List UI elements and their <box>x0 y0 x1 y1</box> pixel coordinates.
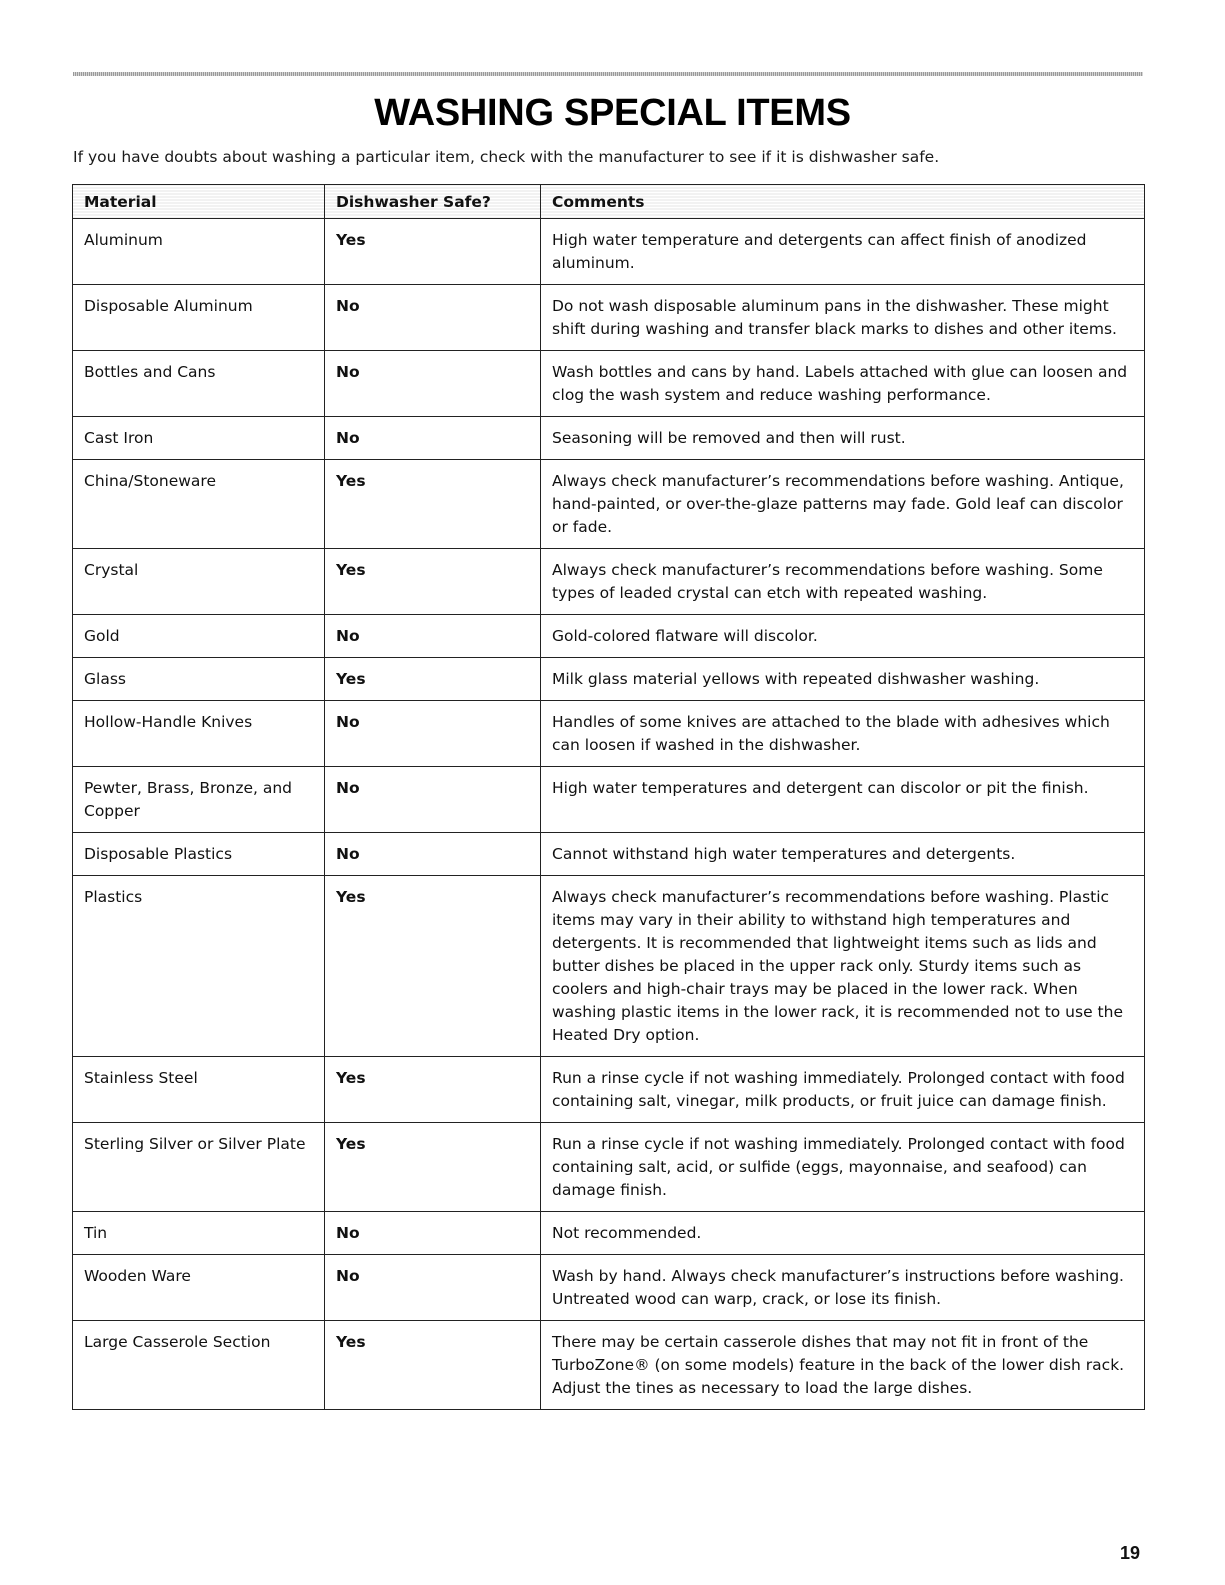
table-row <box>73 219 1145 285</box>
dishwasher-safe-cell: No <box>325 833 541 876</box>
material-cell: Stainless Steel <box>73 1057 325 1123</box>
dishwasher-safe-cell: Yes <box>325 1057 541 1123</box>
table-row <box>73 1255 1145 1321</box>
dishwasher-safe-cell: Yes <box>325 876 541 1057</box>
comment-cell: Cannot withstand high water temperatures and detergents. <box>541 833 1145 876</box>
comment-cell: High water temperature and detergents can affect finish of anodized aluminum. <box>541 219 1145 285</box>
material-cell: Hollow-Handle Knives <box>73 701 325 767</box>
table-row <box>73 876 1145 1057</box>
material-cell: China/Stoneware <box>73 460 325 549</box>
dishwasher-safe-cell: No <box>325 1255 541 1321</box>
table-row <box>73 549 1145 615</box>
comment-cell: Run a rinse cycle if not washing immediately. Prolonged contact with food containing salt, acid, or sulfide (eggs, mayonnaise, and seafood) can damage finish. <box>541 1123 1145 1212</box>
comment-cell: Handles of some knives are attached to the blade with adhesives which can loosen if washed in the dishwasher. <box>541 701 1145 767</box>
dishwasher-safe-cell: No <box>325 285 541 351</box>
header-dishwasher-safe: Dishwasher Safe? <box>325 185 541 219</box>
table-row <box>73 285 1145 351</box>
material-cell: Sterling Silver or Silver Plate <box>73 1123 325 1212</box>
comment-cell: Seasoning will be removed and then will rust. <box>541 417 1145 460</box>
comment-cell: Always check manufacturer’s recommendations before washing. Some types of leaded crystal can etch with repeated washing. <box>541 549 1145 615</box>
material-cell: Plastics <box>73 876 325 1057</box>
page-number: 19 <box>1120 1543 1141 1563</box>
table-row <box>73 351 1145 417</box>
dishwasher-safe-cell: Yes <box>325 219 541 285</box>
special-items-table <box>72 184 1145 1410</box>
dishwasher-safe-cell: No <box>325 351 541 417</box>
table-row <box>73 1057 1145 1123</box>
comment-cell: Milk glass material yellows with repeated dishwasher washing. <box>541 658 1145 701</box>
table-row <box>73 1321 1145 1410</box>
material-cell: Pewter, Brass, Bronze, and Copper <box>73 767 325 833</box>
comment-cell: Wash bottles and cans by hand. Labels attached with glue can loosen and clog the wash system and reduce washing performance. <box>541 351 1145 417</box>
comment-cell: High water temperatures and detergent can discolor or pit the finish. <box>541 767 1145 833</box>
header-comments: Comments <box>541 185 1145 219</box>
material-cell: Tin <box>73 1212 325 1255</box>
material-cell: Crystal <box>73 549 325 615</box>
material-cell: Large Casserole Section <box>73 1321 325 1410</box>
dishwasher-safe-cell: Yes <box>325 549 541 615</box>
material-cell: Disposable Aluminum <box>73 285 325 351</box>
dishwasher-safe-cell: No <box>325 417 541 460</box>
dishwasher-safe-cell: Yes <box>325 460 541 549</box>
table-row <box>73 417 1145 460</box>
table-row <box>73 615 1145 658</box>
top-rule <box>73 72 1143 76</box>
dishwasher-safe-cell: No <box>325 1212 541 1255</box>
table-row <box>73 833 1145 876</box>
comment-cell: Gold-colored flatware will discolor. <box>541 615 1145 658</box>
header-material: Material <box>73 185 325 219</box>
comment-cell: Run a rinse cycle if not washing immediately. Prolonged contact with food containing salt, vinegar, milk products, or fruit juice can damage finish. <box>541 1057 1145 1123</box>
table-row <box>73 1212 1145 1255</box>
dishwasher-safe-cell: No <box>325 615 541 658</box>
table-row <box>73 1123 1145 1212</box>
material-cell: Disposable Plastics <box>73 833 325 876</box>
dishwasher-safe-cell: No <box>325 767 541 833</box>
material-cell: Glass <box>73 658 325 701</box>
page-title: WASHING SPECIAL ITEMS <box>374 92 851 134</box>
comment-cell: There may be certain casserole dishes that may not fit in front of the TurboZone® (on some models) feature in the back of the lower dish rack. Adjust the tines as necessary to load the large dishes. <box>541 1321 1145 1410</box>
comment-cell: Not recommended. <box>541 1212 1145 1255</box>
dishwasher-safe-cell: No <box>325 701 541 767</box>
comment-cell: Always check manufacturer’s recommendations before washing. Antique, hand-painted, or over-the-glaze patterns may fade. Gold leaf can discolor or fade. <box>541 460 1145 549</box>
material-cell: Aluminum <box>73 219 325 285</box>
comment-cell: Do not wash disposable aluminum pans in the dishwasher. These might shift during washing and transfer black marks to dishes and other items. <box>541 285 1145 351</box>
material-cell: Wooden Ware <box>73 1255 325 1321</box>
table-row <box>73 701 1145 767</box>
comment-cell: Always check manufacturer’s recommendations before washing. Plastic items may vary in their ability to withstand high temperatures and detergents. It is recommended that lightweight items such as lids and butter dishes be placed in the upper rack only. Sturdy items such as coolers and high-chair trays may be placed in the lower rack. When washing plastic items in the lower rack, it is recommended not to use the Heated Dry option. <box>541 876 1145 1057</box>
material-cell: Gold <box>73 615 325 658</box>
dishwasher-safe-cell: Yes <box>325 658 541 701</box>
comment-cell: Wash by hand. Always check manufacturer’s instructions before washing. Untreated wood can warp, crack, or lose its finish. <box>541 1255 1145 1321</box>
dishwasher-safe-cell: Yes <box>325 1123 541 1212</box>
intro-text: If you have doubts about washing a particular item, check with the manufacturer to see if it is dishwasher safe. <box>73 148 940 166</box>
material-cell: Bottles and Cans <box>73 351 325 417</box>
dishwasher-safe-cell: Yes <box>325 1321 541 1410</box>
table-header-row <box>73 185 1145 219</box>
table-row <box>73 460 1145 549</box>
table-row <box>73 658 1145 701</box>
material-cell: Cast Iron <box>73 417 325 460</box>
table-row <box>73 767 1145 833</box>
